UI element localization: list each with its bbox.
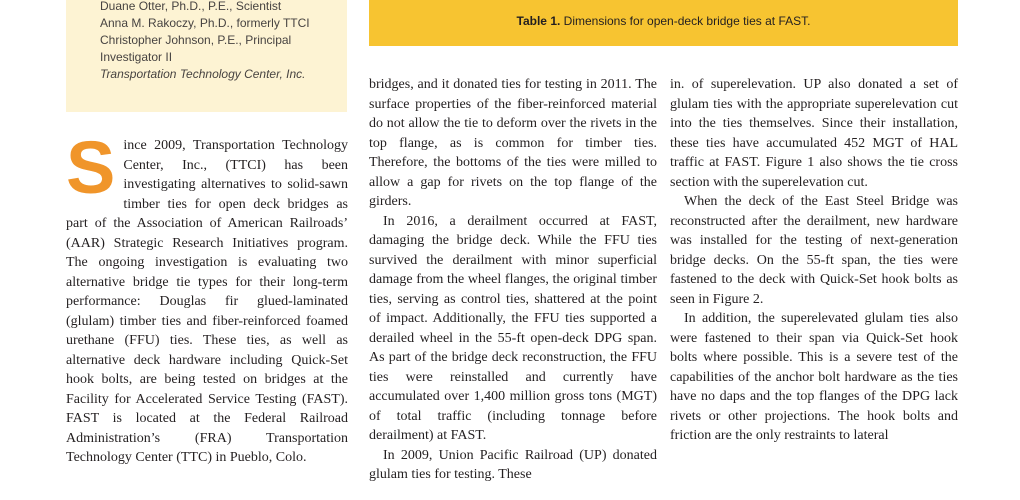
paragraph: In 2009, Union Pacific Railroad (UP) donated glulam ties for testing. These [369, 447, 657, 482]
paragraph [66, 126, 348, 468]
author-line: Investigator II [100, 50, 173, 64]
paragraph: in. of superelevation. UP also donated a set of glulam ties with the appropriate superelevation cut into the ties themselves. Since their installation, these ties have accumulated 452 MGT of HAL traffic at FAST. Figure 1 also shows the tie cross section with the superelevation cut. [670, 77, 958, 190]
article-column-2 [369, 75, 657, 485]
paragraph: In 2016, a derailment occurred at FAST, damaging the bridge deck. While the FFU ties survived the derailment with minor superficial damage from the wheel flanges, the original timber ties, serving as control ties, shattered at the point of impact. Additionally, the FFU ties supported a derailed wheel in the 55-ft open-deck DPG span. As part of the bridge deck reconstruction, the FFU ties were reinstalled and currently have accumulated over 1,400 million gross tons (MGT) of total traffic (including tonnage before derailment) at FAST. [369, 213, 657, 443]
paragraph: When the deck of the East Steel Bridge was reconstructed after the derailment, new hardware was installed for the testing of next-generation bridge decks. On the 55-ft span, the ties were fastened to the deck with Quick-Set hook bolts as seen in Figure 2. [670, 194, 958, 307]
author-organization: Transportation Technology Center, Inc. [100, 67, 306, 81]
drop-cap: S [66, 126, 116, 209]
paragraph: In addition, the superelevated glulam ties also were fastened to their span via Quick-Set hook bolts where possible. This is a severe test of the capabilities of the anchor bolt hardware as the ties have no daps and the top flanges of the DPG lack rivets or other projections. The hook bolts and friction are the only restraints to lateral [670, 311, 958, 443]
table-caption-text: Dimensions for open-deck bridge ties at FAST. [560, 14, 811, 28]
paragraph: bridges, and it donated ties for testing in 2011. The surface properties of the fiber-reinforced material do not allow the tie to deform over the rivets in the top flange, as is common for timber ties. Therefore, the bottoms of the ties were milled to allow a gap for rivets on the top flange of the girders. [369, 77, 657, 209]
author-line: Christopher Johnson, P.E., Principal [100, 33, 292, 47]
table-caption [369, 14, 958, 28]
article-column-3 [670, 75, 958, 446]
author-line: Anna M. Rakoczy, Ph.D., formerly TTCI [100, 16, 310, 30]
author-list [100, 0, 340, 83]
table-caption-bar [369, 0, 958, 46]
author-line: Duane Otter, Ph.D., P.E., Scientist [100, 0, 282, 13]
article-column-1 [66, 126, 348, 468]
paragraph-text: ince 2009, Transportation Technology Center, Inc., (TTCI) has been investigating alternatives to solid-sawn timber ties for open deck bridges as part of the Association of American Railroads’ (AAR) Strategic Research Initiatives program. The ongoing investigation is evaluating two alternative bridge tie types for their long-term performance: Douglas fir glued-laminated (glulam) timber ties and fiber-reinforced foamed urethane (FFU) ties. These ties, as well as alternative deck hardware including Quick-Set hook bolts, are being tested on bridges at the Facility for Accelerated Service Testing (FAST). FAST is located at the Federal Railroad Administration’s (FRA) Transportation Technology Center (TTC) in Pueblo, Colo. [66, 138, 348, 465]
table-caption-label: Table 1. [516, 14, 561, 28]
